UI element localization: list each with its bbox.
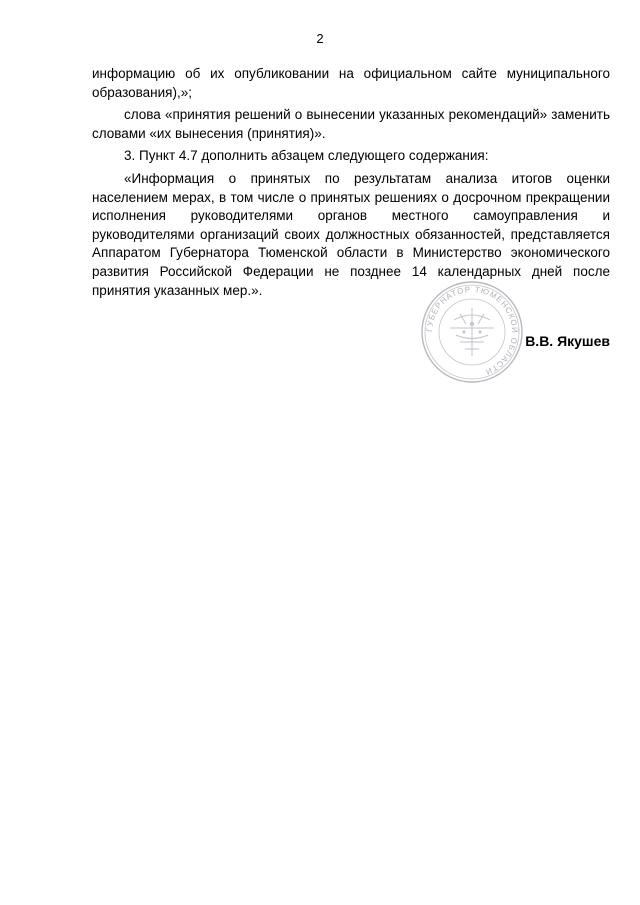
document-body xyxy=(92,65,610,300)
paragraph-quoted-text: «Информация о принятых по результатам анализа итогов оценки населением мерах, в том числе о принятых решениях о досрочном прекращении исполнения руководителями органов местного самоуправления и руководителями организаций своих должностных обязанностей, представляется Аппаратом Губернатора Тюменской области в Министерство экономического развития Российской Федерации не позднее 14 календарных дней после принятия указанных мер.». xyxy=(92,170,610,298)
paragraph-item-3: 3. Пункт 4.7 дополнить абзацем следующего содержания: xyxy=(124,148,489,164)
official-seal-icon xyxy=(420,280,524,384)
paragraph-continuation: информацию об их опубликовании на официальном сайте муниципального образования),»; xyxy=(92,66,610,100)
signatory-name: В.В. Якушев xyxy=(525,333,610,349)
paragraph-replace-words: слова «принятия решений о вынесении указанных рекомендаций» заменить словами «их вынесения (принятия)». xyxy=(92,107,610,141)
seal-ring-text: ГУБЕРНАТОР ТЮМЕНСКОЙ ОБЛАСТИ xyxy=(424,284,520,377)
page-number: 2 xyxy=(316,31,324,46)
